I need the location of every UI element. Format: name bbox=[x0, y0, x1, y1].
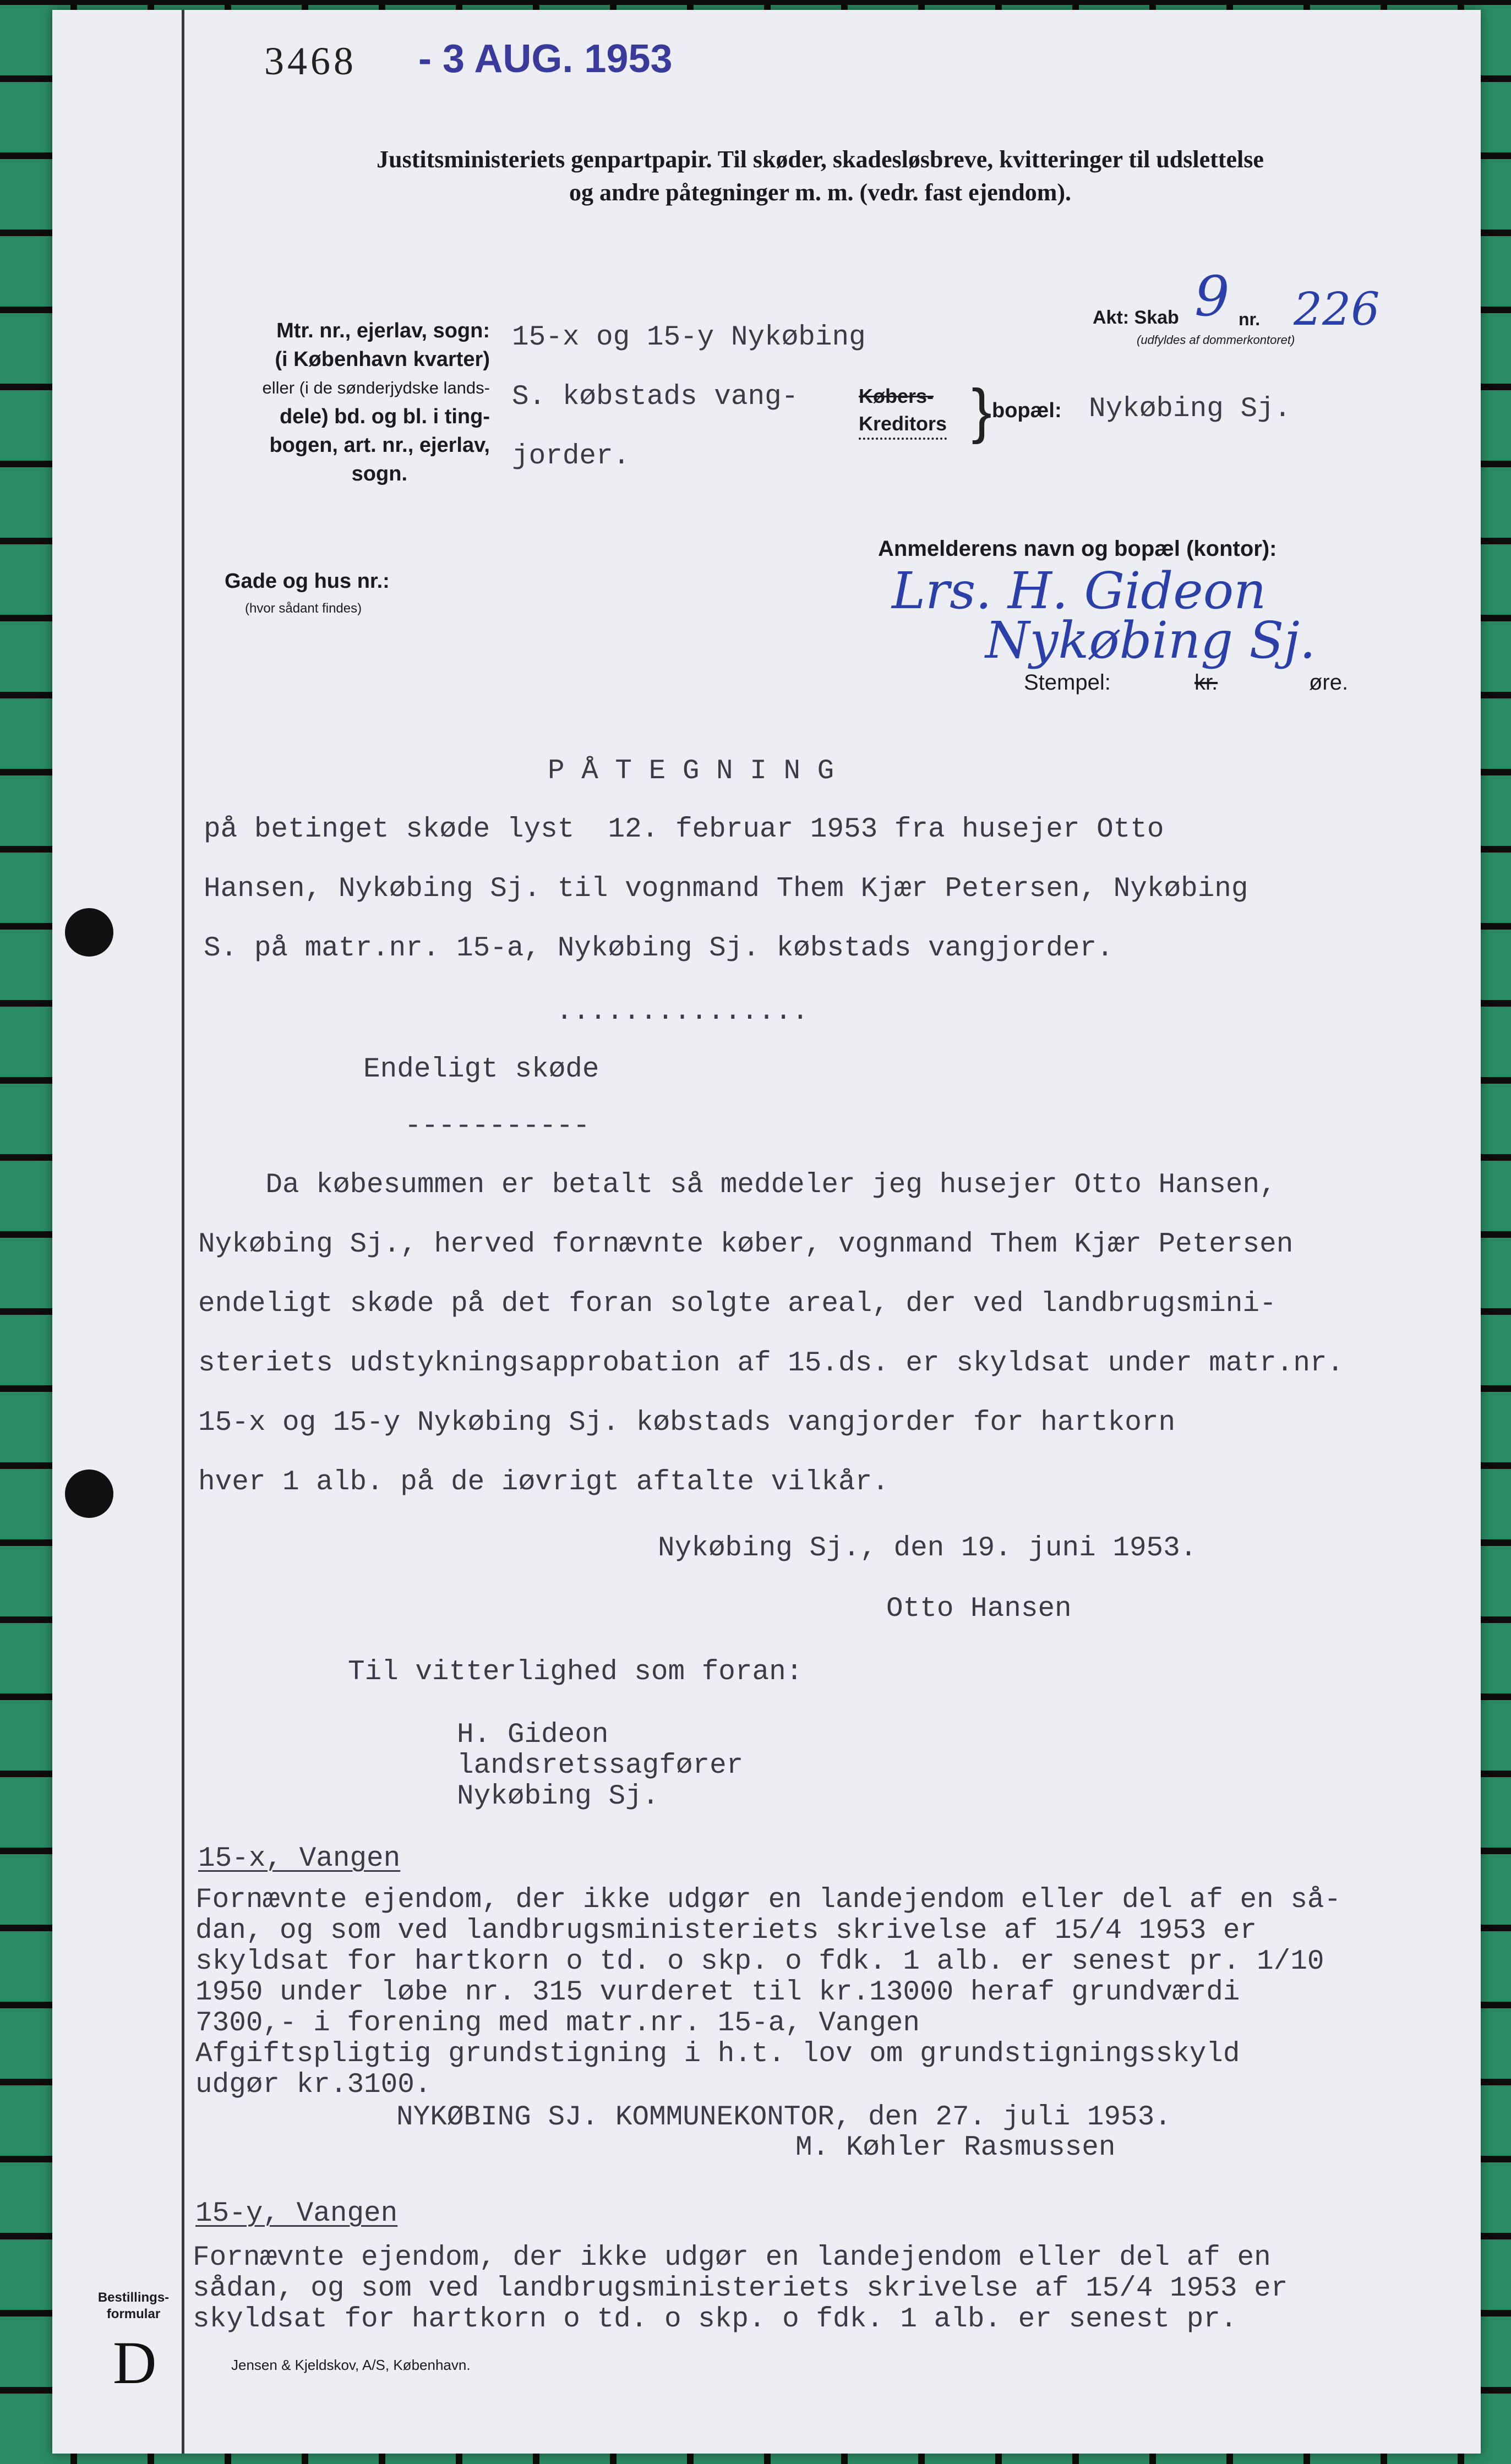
paragraph-line: endeligt skøde på det foran solgte areal, der ved landbrugsmini- bbox=[198, 1288, 1277, 1320]
mtr-label-line: (i København kvarter) bbox=[275, 348, 490, 371]
order-label-line: formular bbox=[106, 2307, 161, 2321]
witness-line: landsretssagfører bbox=[457, 1750, 744, 1782]
buyer-creditor-labels bbox=[859, 383, 947, 440]
witness-line: H. Gideon bbox=[457, 1719, 609, 1751]
section-x-line: 1950 under løbe nr. 315 vurderet til kr.13000 heraf grundværdi bbox=[195, 1977, 1240, 2008]
paragraph-line: på betinget skøde lyst 12. februar 1953 fra husejer Otto bbox=[204, 814, 1164, 845]
mtr-value-line: jorder. bbox=[512, 441, 630, 472]
document-title bbox=[187, 143, 1453, 209]
section-y-title: 15-y, Vangen bbox=[195, 2198, 398, 2230]
section-x-text bbox=[195, 1885, 1341, 2101]
paragraph-line: 15-x og 15-y Nykøbing Sj. købstads vangjorder for hartkorn bbox=[198, 1407, 1176, 1439]
heading-pategning: P Å T E G N I N G bbox=[548, 756, 834, 787]
mtr-label-line: dele) bd. og bl. i ting- bbox=[279, 405, 490, 428]
dash-separator: ----------- bbox=[405, 1111, 590, 1142]
witness-intro: Til vitterlighed som foran: bbox=[348, 1657, 803, 1688]
mtr-label-line: bogen, art. nr., ejerlav, bbox=[269, 434, 490, 457]
gade-note: (hvor sådant findes) bbox=[245, 601, 362, 616]
bopael-value: Nykøbing Sj. bbox=[1089, 394, 1291, 425]
akt-label: Akt: Skab bbox=[1093, 307, 1179, 328]
paragraph-line: S. på matr.nr. 15-a, Nykøbing Sj. købstads vangjorder. bbox=[204, 933, 1114, 964]
paragraph-1 bbox=[204, 800, 1248, 979]
section-x-title: 15-x, Vangen bbox=[198, 1843, 401, 1875]
punch-hole-top bbox=[65, 908, 113, 957]
section-x-line: Afgiftspligtig grundstigning i h.t. lov om grundstigningsskyld bbox=[195, 2039, 1240, 2070]
witness-block bbox=[457, 1720, 743, 1812]
akt-note: (udfyldes af dommerkontoret) bbox=[1137, 333, 1295, 347]
section-x-line: udgør kr.3100. bbox=[195, 2069, 432, 2101]
mtr-value-block bbox=[512, 308, 866, 487]
section-x-line: skyldsat for hartkorn o td. o skp. o fdk. 1 alb. er senest pr. 1/10 bbox=[195, 1946, 1324, 1977]
section-y-line: sådan, og som ved landbrugsministeriets skrivelse af 15/4 1953 er bbox=[193, 2273, 1288, 2304]
title-line-1: Justitsministeriets genpartpapir. Til skøder, skadesløsbreve, kvitteringer til udslettelse bbox=[377, 146, 1264, 173]
title-line-2: og andre påtegninger m. m. (vedr. fast ejendom). bbox=[569, 179, 1072, 206]
stempel-ore: øre. bbox=[1309, 670, 1349, 695]
paragraph-line: steriets udstykningsapprobation af 15.ds. er skyldsat under matr.nr. bbox=[198, 1348, 1344, 1379]
order-form-label bbox=[88, 2290, 179, 2323]
stempel-label: Stempel: bbox=[1024, 670, 1111, 695]
place-date: Nykøbing Sj., den 19. juni 1953. bbox=[658, 1533, 1197, 1564]
municipal-office: NYKØBING SJ. KOMMUNEKONTOR, den 27. juli 1953. bbox=[396, 2102, 1171, 2133]
subheading-endeligt-skode: Endeligt skøde bbox=[363, 1054, 599, 1085]
akt-skab-value: 9 bbox=[1194, 264, 1230, 329]
reference-number: 3468 bbox=[264, 39, 357, 83]
section-x-line: 7300,- i forening med matr.nr. 15-a, Vangen bbox=[195, 2008, 920, 2039]
anmelder-signature-name: Lrs. H. Gideon bbox=[892, 561, 1267, 620]
paragraph-2 bbox=[198, 1156, 1344, 1512]
municipal-official: M. Køhler Rasmussen bbox=[795, 2132, 1116, 2163]
paragraph-line: Nykøbing Sj., herved fornævnte køber, vognmand Them Kjær Petersen bbox=[198, 1229, 1294, 1260]
anmelder-label: Anmelderens navn og bopæl (kontor): bbox=[878, 537, 1277, 561]
brace: } bbox=[972, 377, 992, 445]
dotted-separator: ............... bbox=[556, 996, 809, 1028]
section-x-line: Fornævnte ejendom, der ikke udgør en landejendom eller del af en så- bbox=[195, 1884, 1341, 1916]
paragraph-line: Da købesummen er betalt så meddeler jeg husejer Otto Hansen, bbox=[198, 1170, 1277, 1201]
paragraph-line: Hansen, Nykøbing Sj. til vognmand Them Kjær Petersen, Nykøbing bbox=[204, 873, 1248, 905]
mtr-label-line: eller (i de sønderjydske lands- bbox=[262, 378, 490, 397]
mtr-value-line: 15-x og 15-y Nykøbing bbox=[512, 322, 866, 353]
anmelder-signature-town: Nykøbing Sj. bbox=[985, 611, 1316, 670]
kobers-label: Købers- bbox=[859, 385, 934, 407]
section-x-line: dan, og som ved landbrugsministeriets skrivelse af 15/4 1953 er bbox=[195, 1915, 1257, 1947]
akt-nr-label: nr. bbox=[1239, 309, 1261, 329]
margin-rule bbox=[182, 10, 184, 2454]
punch-hole-bottom bbox=[65, 1469, 113, 1518]
mtr-label-block bbox=[187, 316, 490, 488]
mtr-label-line: sogn. bbox=[351, 462, 407, 485]
akt-nr-value: 226 bbox=[1294, 283, 1380, 336]
order-label-line: Bestillings- bbox=[97, 2290, 170, 2305]
printer-credit: Jensen & Kjeldskov, A/S, København. bbox=[231, 2357, 471, 2373]
mtr-label-line: Mtr. nr., ejerlav, sogn: bbox=[276, 319, 490, 342]
mtr-value-line: S. købstads vang- bbox=[512, 381, 799, 413]
signer-name: Otto Hansen bbox=[886, 1593, 1072, 1625]
kreditors-label: Kreditors bbox=[859, 410, 947, 440]
paragraph-line: hver 1 alb. på de iøvrigt aftalte vilkår. bbox=[198, 1467, 889, 1498]
stempel-kr: kr. bbox=[1194, 670, 1218, 695]
section-y-line: Fornævnte ejendom, der ikke udgør en landejendom eller del af en bbox=[193, 2242, 1271, 2274]
date-stamp: - 3 AUG. 1953 bbox=[418, 37, 673, 81]
form-letter: D bbox=[113, 2329, 157, 2396]
gade-label: Gade og hus nr.: bbox=[225, 570, 390, 593]
section-y-line: skyldsat for hartkorn o td. o skp. o fdk. 1 alb. er senest pr. bbox=[193, 2304, 1237, 2335]
witness-line: Nykøbing Sj. bbox=[457, 1781, 659, 1812]
bopael-label: bopæl: bbox=[992, 399, 1062, 422]
section-y-text bbox=[193, 2243, 1288, 2335]
